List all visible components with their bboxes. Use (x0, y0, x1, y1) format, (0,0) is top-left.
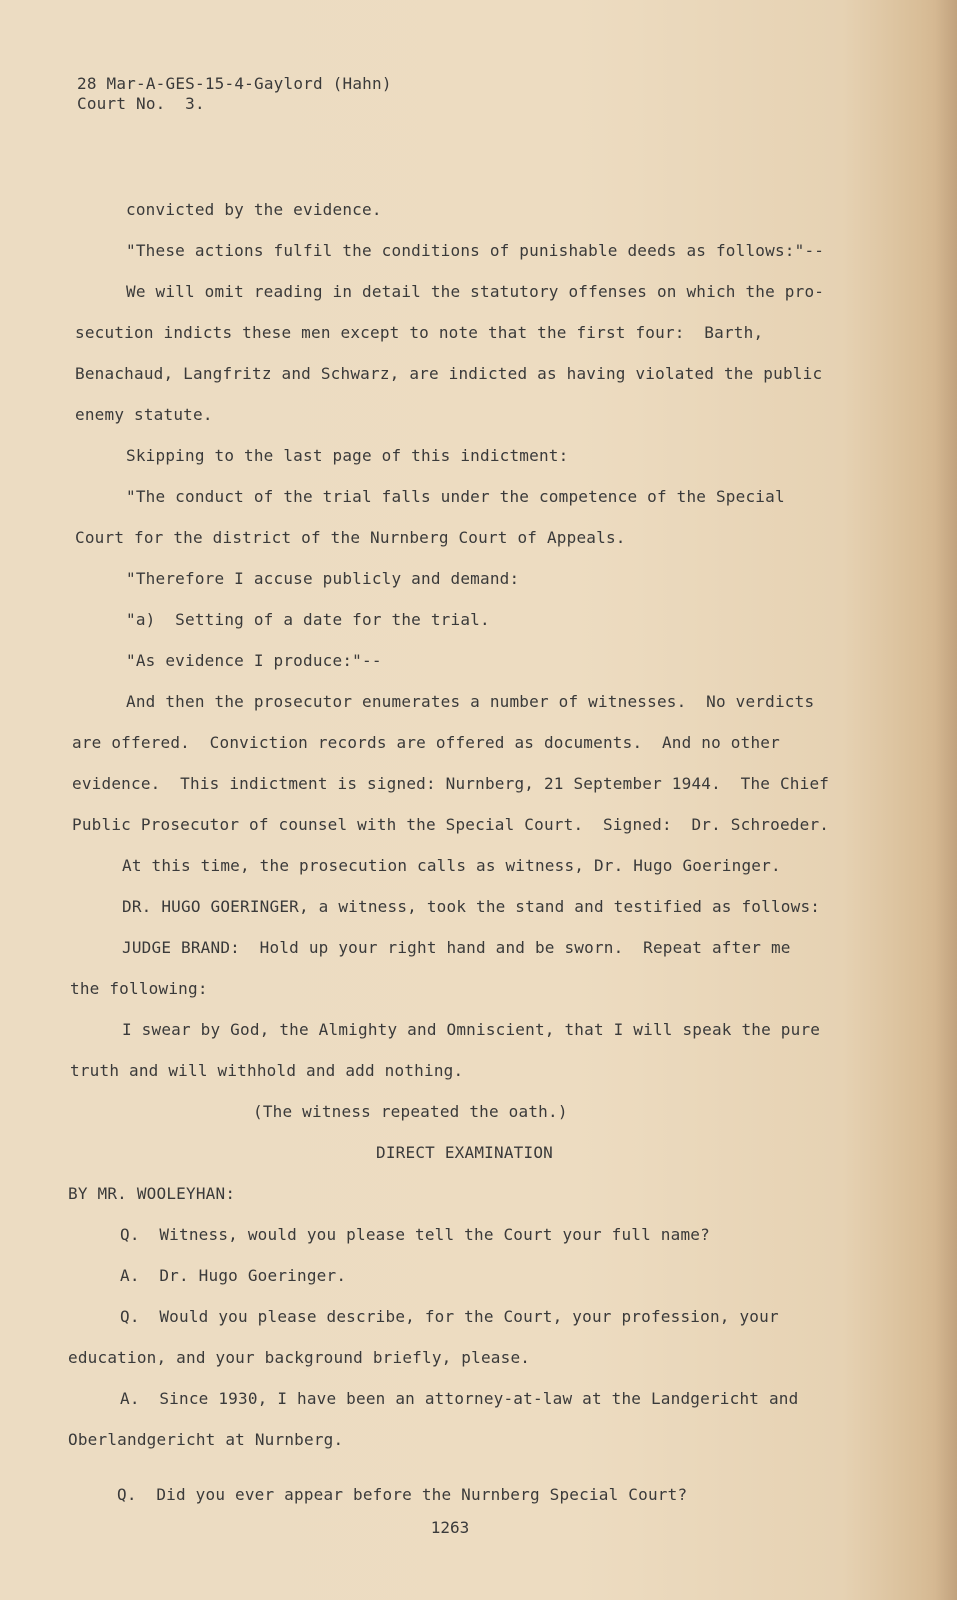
question-line: Q. Would you please describe, for the Court, your profession, your (120, 1307, 779, 1326)
text-line: truth and will withhold and add nothing. (70, 1061, 464, 1080)
text-line: Oberlandgericht at Nurnberg. (68, 1430, 344, 1449)
text-line: "a) Setting of a date for the trial. (126, 610, 490, 629)
question-line: Q. Witness, would you please tell the Court your full name? (120, 1225, 710, 1244)
text-line: JUDGE BRAND: Hold up your right hand and be sworn. Repeat after me (122, 938, 791, 957)
page-number: 1263 (430, 1518, 470, 1537)
text-line: education, and your background briefly, please. (68, 1348, 531, 1367)
header-case-line: 28 Mar-A-GES-15-4-Gaylord (Hahn) (77, 74, 392, 93)
text-line: Public Prosecutor of counsel with the Special Court. Signed: Dr. Schroeder. (72, 815, 830, 834)
text-line: enemy statute. (75, 405, 213, 424)
answer-line: A. Since 1930, I have been an attorney-at-law at the Landgericht and (120, 1389, 799, 1408)
text-line: DR. HUGO GOERINGER, a witness, took the stand and testified as follows: (122, 897, 821, 916)
text-line: And then the prosecutor enumerates a number of witnesses. No verdicts (126, 692, 815, 711)
text-line: We will omit reading in detail the statutory offenses on which the pro- (126, 282, 825, 301)
text-line: At this time, the prosecution calls as witness, Dr. Hugo Goeringer. (122, 856, 781, 875)
text-line: are offered. Conviction records are offered as documents. And no other (72, 733, 780, 752)
section-heading: DIRECT EXAMINATION (376, 1143, 553, 1162)
examiner-line: BY MR. WOOLEYHAN: (68, 1184, 236, 1203)
text-line: "Therefore I accuse publicly and demand: (126, 569, 520, 588)
question-line: Q. Did you ever appear before the Nurnberg Special Court? (117, 1485, 688, 1504)
text-line: evidence. This indictment is signed: Nurnberg, 21 September 1944. The Chief (72, 774, 830, 793)
text-line: the following: (70, 979, 208, 998)
text-line: Benachaud, Langfritz and Schwarz, are indicted as having violated the public (75, 364, 823, 383)
text-line: Skipping to the last page of this indictment: (126, 446, 569, 465)
text-line: (The witness repeated the oath.) (253, 1102, 568, 1121)
text-line: Court for the district of the Nurnberg Court of Appeals. (75, 528, 626, 547)
text-line: secution indicts these men except to note that the first four: Barth, (75, 323, 764, 342)
text-line: "The conduct of the trial falls under the competence of the Special (126, 487, 785, 506)
text-line: "These actions fulfil the conditions of punishable deeds as follows:"-- (126, 241, 825, 260)
answer-line: A. Dr. Hugo Goeringer. (120, 1266, 347, 1285)
text-line: convicted by the evidence. (126, 200, 382, 219)
text-line: "As evidence I produce:"-- (126, 651, 382, 670)
header-court-line: Court No. 3. (77, 94, 205, 113)
text-line: I swear by God, the Almighty and Omniscient, that I will speak the pure (122, 1020, 821, 1039)
